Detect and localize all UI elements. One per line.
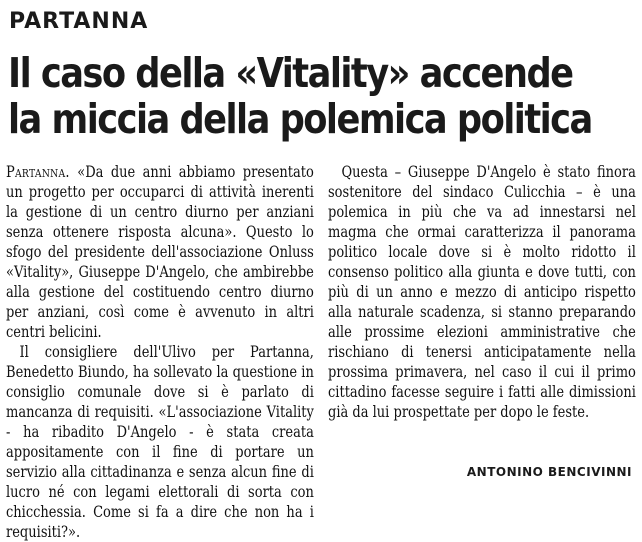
paragraph-1 [6,162,314,342]
paragraph-1-text: «Da due anni abbiamo presentato un progetto per occuparci di attività inerenti la gestione di un centro diurno per anziani senza ottenere risposta alcuna». Questo lo sfogo del presidente dell'associazione Onluss «Vitality», Giuseppe D'Angelo, che ambirebbe alla gestione del costituendo centro diurno per anziani, così come è avvenuto in altri centri belicini. [6,163,314,341]
headline-line-1: Il caso della «Vitality» accende [8,49,573,97]
column-text-continued [328,162,636,422]
headline-line-2: la miccia della polemica politica [8,95,592,143]
section-kicker: PARTANNA [9,9,149,34]
article-column-right [328,162,636,482]
byline: ANTONINO BENCIVINNI [466,465,632,479]
dateline: Partanna. [6,163,70,181]
article-column-left [6,162,314,541]
article-body [6,162,636,541]
headline [8,50,638,142]
paragraph-2: Il consigliere dell'Ulivo per Partanna, Benedetto Biundo, ha sollevato la questione in consiglio comunale dove si è parlato di mancanza di requisiti. «L'associazione Vitality - ha ribadito D'Angelo - è stata creata appositamente con il fine di portare un servizio alla cittadinanza e senza alcun fine di lucro né con legami elettorali di sorta con chicchessia. Come si fa a dire che non ha i requisiti?». [6,343,314,541]
paragraph-3: Questa – Giuseppe D'Angelo è stato finora sostenitore del sindaco Culicchia – è una polemica in più che va ad innestarsi nel magma che ormai caratterizza il panorama politico locale dove si è molto ridotto il consenso politico alla giunta e dove tutti, con più di un anno e mezzo di anticipo rispetto alla naturale scadenza, si stanno preparando alle prossime elezioni amministrative che rischiano di tenersi anticipatamente nella prossima primavera, nel caso il cui il primo cittadino facesse seguire i fatti alle dimissioni già da lui prospettate per dopo le feste. [328,163,636,421]
column-text [6,162,314,542]
